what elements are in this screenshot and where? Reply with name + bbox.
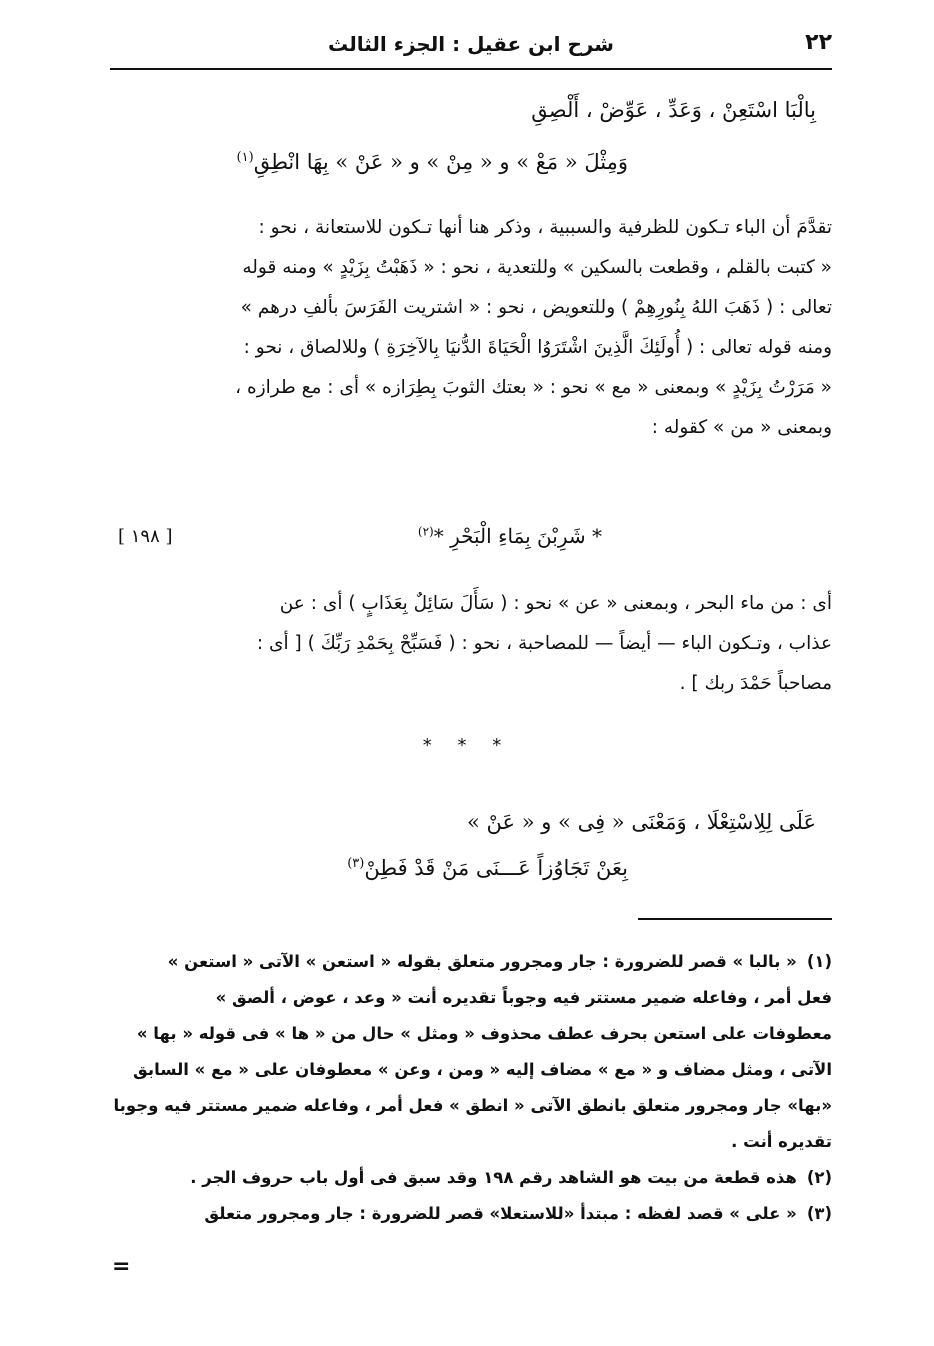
footnote-text: « بالبا » قصر للضرورة : جار ومجرور متعلق بقوله « استعن » الآتى « استعن » bbox=[167, 952, 797, 971]
footnote-marker: (٢) bbox=[417, 524, 434, 539]
footnote-line bbox=[110, 944, 832, 980]
verse1-hemistich1 bbox=[531, 98, 816, 122]
section-separator: * * * bbox=[422, 735, 512, 756]
footnote-line: الآتى ، ومثل مضاف و « مع » مضاف إليه « ومن ، وعن » معطوفان على « مع » السابق bbox=[133, 1060, 832, 1079]
commentary-paragraph-1 bbox=[118, 208, 832, 448]
text-line: أى : من ماء البحر ، وبمعنى « عن » نحو : ( سَأَلَ سَائِلٌ بِعَذَابٍ ) أى : عن bbox=[279, 593, 832, 614]
page-number: ٢٢ bbox=[805, 30, 832, 55]
header-rule bbox=[110, 68, 832, 70]
text-line: وبمعنى « من » كقوله : bbox=[651, 417, 832, 438]
footnote-text: هذه قطعة من بيت هو الشاهد رقم ١٩٨ وقد سبق فى أول باب حروف الجر . bbox=[190, 1168, 797, 1187]
verse-text: بِالْبَا اسْتَعِنْ ، وَعَدِّ ، عَوِّضْ ، أَلْصِقِ bbox=[531, 98, 816, 122]
verse-text: وَمِثْلَ « مَعْ » و « مِنْ » و « عَنْ » بِهَا انْطِقِ bbox=[253, 150, 628, 174]
running-title: شرح ابن عقيل : الجزء الثالث bbox=[328, 32, 614, 56]
verse1-hemistich2 bbox=[237, 150, 628, 174]
text-line: ومنه قوله تعالى : ( أُولَئِكَ الَّذِينَ اشْتَرَوُا الْحَيَاةَ الدُّنيَا بِالآخِرَةِ ) وللالصاق ، نحو : bbox=[243, 337, 832, 358]
footnote-3 bbox=[110, 1196, 832, 1232]
footnote-number: (٢) bbox=[806, 1168, 832, 1187]
verse2-hemistich2 bbox=[347, 856, 628, 880]
witness-reference: [ ١٩٨ ] bbox=[118, 526, 173, 547]
commentary-paragraph-2 bbox=[118, 584, 832, 704]
footnote-rule bbox=[638, 918, 832, 920]
footnote-marker: (١) bbox=[236, 150, 254, 165]
text-line: « كتبت بالقلم ، وقطعت بالسكين » وللتعدية ، نحو : « ذَهَبْتُ بِزَيْدٍ » ومنه قوله bbox=[242, 257, 832, 278]
verse-text: بِعَنْ تَجَاوُزاً عَـــنَى مَنْ قَدْ فَطِنْ bbox=[364, 856, 628, 880]
footnote-line: فعل أمر ، وفاعله ضمير مستتر فيه وجوباً تقديره أنت « وعد ، عوض ، ألصق » bbox=[215, 988, 832, 1007]
witness-line: * شَرِبْنَ بِمَاءِ الْبَحْرِ * bbox=[433, 524, 602, 548]
witness-verse bbox=[118, 524, 832, 560]
text-line: تعالى : ( ذَهَبَ اللهُ بِنُورِهِمْ ) وللتعويض ، نحو : « اشتريت الفَرَسَ بألفِ درهم » bbox=[240, 297, 832, 318]
footnote-line: «بها» جار ومجرور متعلق بانطق الآتى « انطق » فعل أمر ، وفاعله ضمير مستتر فيه وجوبا bbox=[113, 1096, 832, 1115]
footnote-line: تقديره أنت . bbox=[731, 1132, 832, 1151]
continuation-mark: = bbox=[112, 1254, 131, 1279]
witness-text bbox=[418, 524, 602, 548]
verse2-hemistich1 bbox=[467, 810, 816, 834]
text-line: تقدَّمَ أن الباء تـكون للظرفية والسببية ، وذكر هنا أنها تـكون للاستعانة ، نحو : bbox=[258, 217, 832, 238]
footnote-1 bbox=[110, 944, 832, 1160]
footnotes bbox=[110, 944, 832, 1232]
footnote-number: (٣) bbox=[806, 1204, 832, 1223]
footnote-line: معطوفات على استعن بحرف عطف محذوف « ومثل » حال من « ها » فى قوله « بها » bbox=[136, 1024, 832, 1043]
footnote-marker: (٣) bbox=[347, 856, 365, 871]
text-line: مصاحباً حَمْدَ ربك ] . bbox=[679, 673, 832, 694]
text-line: عذاب ، وتـكون الباء — أيضاً — للمصاحبة ، نحو : ( فَسَبِّحْ بِحَمْدِ رَبِّكَ ) [ أى : bbox=[256, 633, 832, 654]
footnote-text: « على » قصد لفظه : مبتدأ «للاستعلا» قصر للضرورة : جار ومجرور متعلق bbox=[204, 1204, 797, 1223]
footnote-2 bbox=[110, 1160, 832, 1196]
footnote-line bbox=[110, 1160, 832, 1196]
verse-text: عَلَى لِلِاسْتِعْلَا ، وَمَعْنَى « فِى » و « عَنْ » bbox=[467, 810, 816, 834]
footnote-number: (١) bbox=[806, 952, 832, 971]
footnote-line bbox=[110, 1196, 832, 1232]
page-header bbox=[110, 26, 832, 66]
text-line: « مَرَرْتُ بِزَيْدٍ » وبمعنى « مع » نحو : « بعتك الثوبَ بِطِرَازه » أى : مع طرازه ، bbox=[235, 377, 832, 398]
